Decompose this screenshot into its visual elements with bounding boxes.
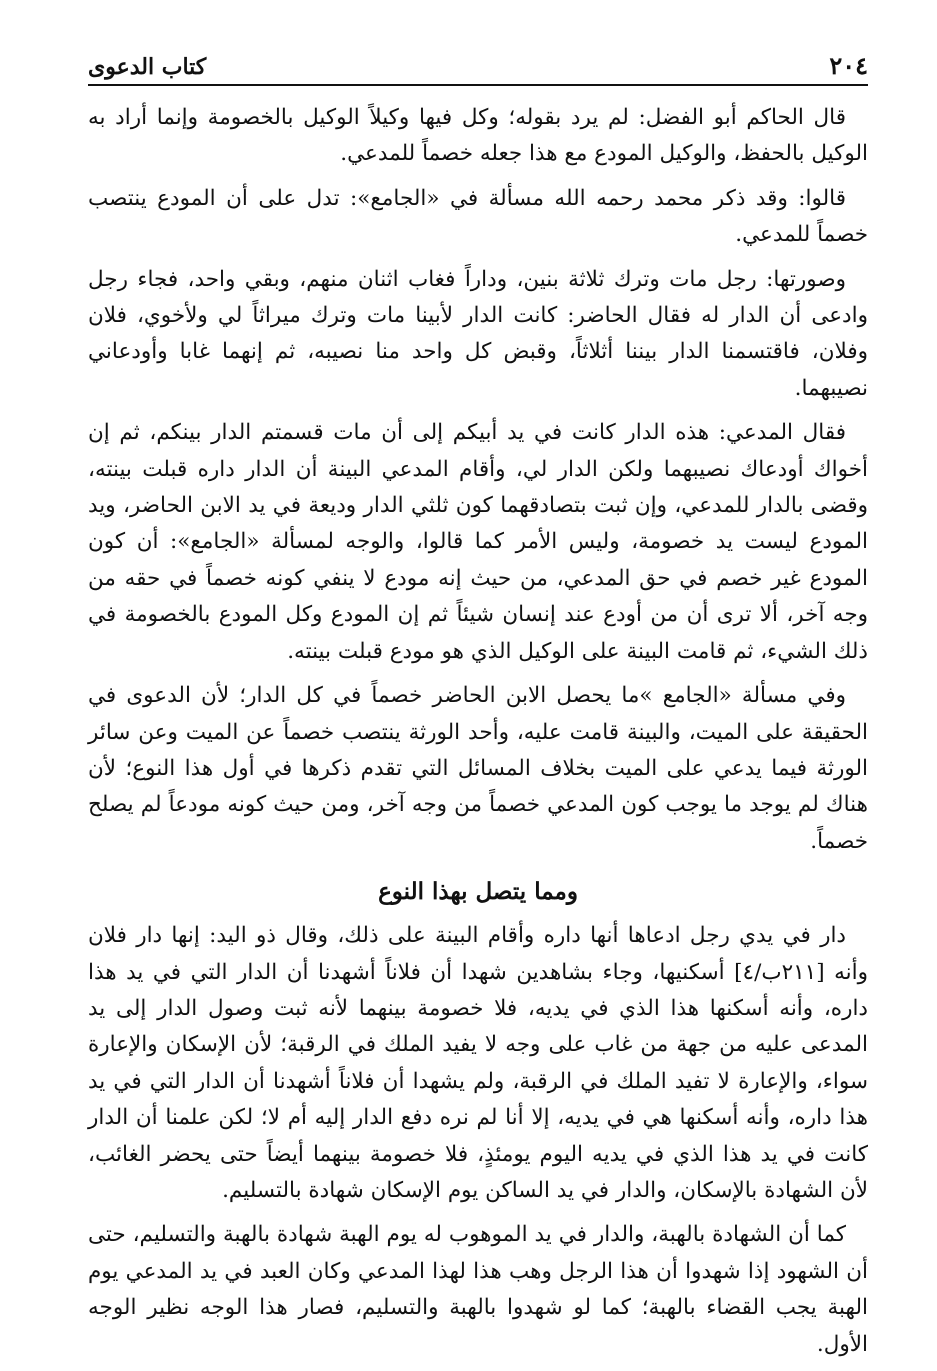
paragraph: كما أن الشهادة بالهبة، والدار في يد الموهوب له يوم الهبة شهادة بالهبة والتسليم، حتى أن الشهود إذا شهدوا أن هذا الرجل وهب هذا لهذا المدعي وكان العبد في يد المدعي يوم الهبة يجب القضاء بالهبة؛ كما لو شهدوا بالهبة والتسليم، فصار هذا الوجه نظير الوجه الأول. bbox=[88, 1222, 868, 1357]
book-page bbox=[88, 40, 868, 1371]
paragraph: وصورتها: رجل مات وترك ثلاثة بنين، وداراً فغاب اثنان منهم، وبقي واحد، فجاء رجل وادعى أن الدار له فقال الحاضر: كانت الدار لأبينا مات وترك ميراثاً لي ولأخوي، فلان وفلان، فاقتسمنا الدار بيننا أثلاثاً، وقبض كل واحد منا نصيبه، ثم إنهما غابا وأودعاني نصيبهما. bbox=[88, 266, 868, 401]
paragraph: قالوا: وقد ذكر محمد رحمه الله مسألة في «الجامع»: تدل على أن المودع ينتصب خصماً للمدعي. bbox=[88, 185, 868, 248]
running-title: كتاب الدعوى bbox=[88, 54, 207, 80]
page-content bbox=[88, 100, 868, 1363]
page-header bbox=[88, 40, 868, 86]
paragraph: وفي مسألة «الجامع »ما يحصل الابن الحاضر خصماً في كل الدار؛ لأن الدعوى في الحقيقة على الميت، والبينة قامت عليه، وأحد الورثة ينتصب خصماً عن الميت وعن سائر الورثة فيما يدعي على الميت بخلاف المسائل التي تقدم ذكرها في أول هذا النوع؛ لأن هناك لم يوجد ما يوجب كون المدعي خصماً من وجه آخر، ومن حيث كونه مودعاً لم يصلح خصماً. bbox=[88, 683, 868, 854]
paragraph: فقال المدعي: هذه الدار كانت في يد أبيكم إلى أن مات قسمتم الدار بينكم، ثم إن أخواك أودعاك نصيبهما ولكن الدار لي، وأقام المدعي البينة أن الدار داره قبلت بينته، وقضى بالدار للمدعي، وإن ثبت بتصادقهما كون ثلثي الدار وديعة في يد الابن الحاضر، ويد المودع ليست يد خصومة، وليس الأمر كما قالوا، والوجه لمسألة «الجامع»: أن كون المودع غير خصم في حق المدعي، من حيث إنه مودع لا ينفي كونه خصماً في حقه من وجه آخر، ألا ترى أن من أودع عند إنسان شيئاً ثم إن المودع وكل المودع بالخصومة في ذلك الشيء، ثم قامت البينة على الوكيل الذي هو مودع قبلت بينته. bbox=[88, 420, 868, 664]
paragraph: قال الحاكم أبو الفضل: لم يرد بقوله؛ وكل فيها وكيلاً الوكيل بالخصومة وإنما أراد به الوكيل بالحفظ، والوكيل المودع مع هذا جعله خصماً للمدعي. bbox=[88, 105, 868, 167]
paragraph: دار في يدي رجل ادعاها أنها داره وأقام البينة على ذلك، وقال ذو اليد: إنها دار فلان وأنه [٢١١ب/٤] أسكنيها، وجاء بشاهدين شهدا أن فلاناً أشهدنا أن الدار التي في يد هذا داره، وأنه أسكنها هذا الذي في يديه، فلا خصومة بينهما لأنه ثبت وصول الدار إلى يد المدعى عليه من جهة من غاب على وجه لا يفيد الملك في الرقبة؛ لأن الإسكان والإعارة سواء، والإعارة لا تفيد الملك في الرقبة، ولم يشهدا أن فلاناً أشهدنا أن الدار التي في يد هذا داره، وأنه أسكنها هي في يديه، إلا أنا لم نره دفع الدار إليه أم لا؛ لكن علمنا أن الدار كانت في يد هذا الذي في يديه اليوم يومئذٍ، فلا خصومة بينهما أيضاً حتى يحضر الغائب، لأن الشهادة بالإسكان، والدار في يد الساكن يوم الإسكان شهادة بالتسليم. bbox=[88, 923, 868, 1203]
page-number: ٢٠٤ bbox=[829, 51, 868, 80]
section-heading: ومما يتصل بهذا النوع bbox=[378, 878, 578, 906]
